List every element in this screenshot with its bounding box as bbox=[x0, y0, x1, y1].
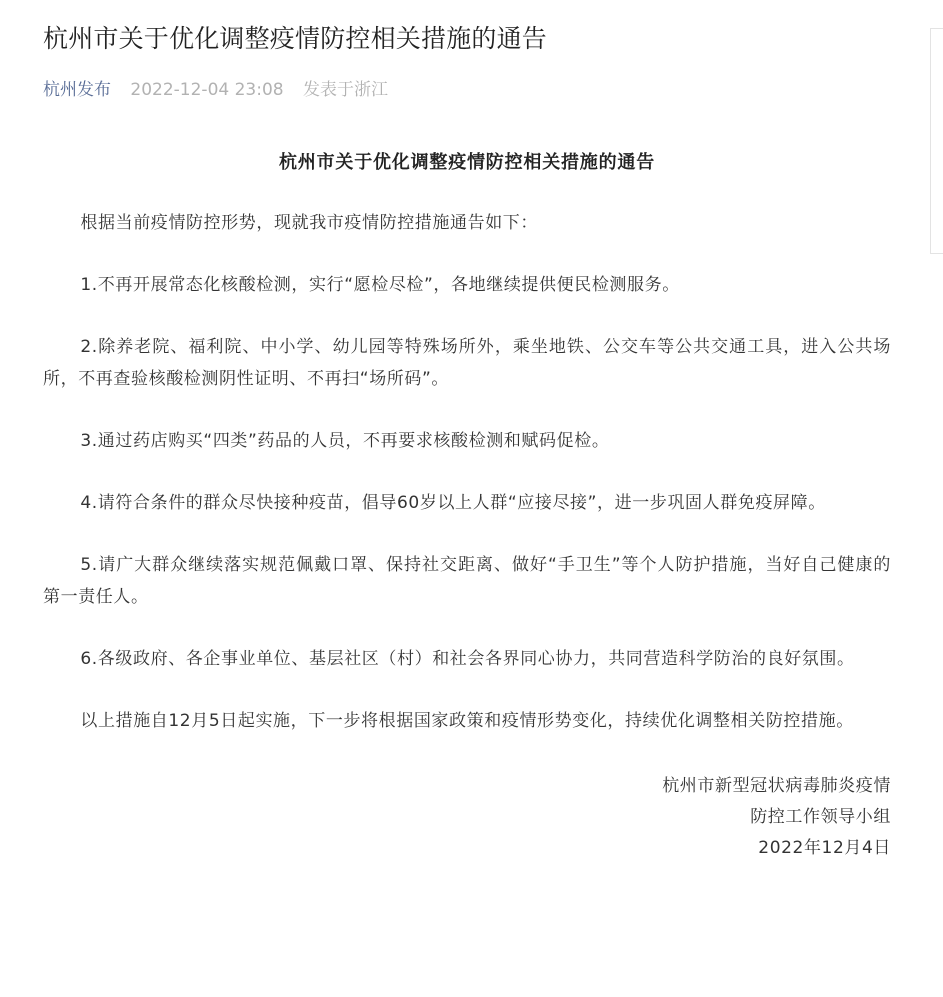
paragraph-item-2: 2.除养老院、福利院、中小学、幼儿园等特殊场所外，乘坐地铁、公交车等公共交通工具，进入公共场所，不再查验核酸检测阴性证明、不再扫“场所码”。 bbox=[43, 337, 891, 389]
article-meta bbox=[43, 78, 891, 102]
signature-date: 2022年12月4日 bbox=[758, 838, 891, 858]
paragraph-intro: 根据当前疫情防控形势，现就我市疫情防控措施通告如下： bbox=[80, 213, 538, 233]
article-headline: 杭州市关于优化调整疫情防控相关措施的通告 bbox=[43, 24, 548, 53]
signature-line-1: 杭州市新型冠状病毒肺炎疫情 bbox=[662, 776, 891, 796]
paragraph-item-5: 5.请广大群众继续落实规范佩戴口罩、保持社交距离、做好“手卫生”等个人防护措施，当好自己健康的第一责任人。 bbox=[43, 555, 891, 607]
article-content bbox=[43, 147, 891, 864]
signature-block bbox=[43, 771, 891, 864]
paragraph-item-3: 3.通过药店购买“四类”药品的人员，不再要求核酸检测和赋码促检。 bbox=[80, 431, 610, 451]
publish-location: 发表于浙江 bbox=[303, 80, 389, 100]
paragraph-item-1: 1.不再开展常态化核酸检测，实行“愿检尽检”，各地继续提供便民检测服务。 bbox=[80, 275, 680, 295]
account-name-link[interactable]: 杭州发布 bbox=[43, 80, 111, 100]
side-scrollbar[interactable] bbox=[930, 28, 943, 254]
paragraph-closing: 以上措施自12月5日起实施，下一步将根据国家政策和疫情形势变化，持续优化调整相关防控措施。 bbox=[80, 711, 854, 731]
article bbox=[43, 0, 891, 864]
signature-line-2: 防控工作领导小组 bbox=[750, 807, 891, 827]
paragraph-item-4: 4.请符合条件的群众尽快接种疫苗，倡导60岁以上人群“应接尽接”，进一步巩固人群免疫屏障。 bbox=[80, 493, 826, 513]
paragraph-item-6: 6.各级政府、各企事业单位、基层社区（村）和社会各界同心协力，共同营造科学防治的良好氛围。 bbox=[80, 649, 855, 669]
content-title: 杭州市关于优化调整疫情防控相关措施的通告 bbox=[279, 152, 655, 173]
publish-time: 2022-12-04 23:08 bbox=[130, 80, 284, 100]
